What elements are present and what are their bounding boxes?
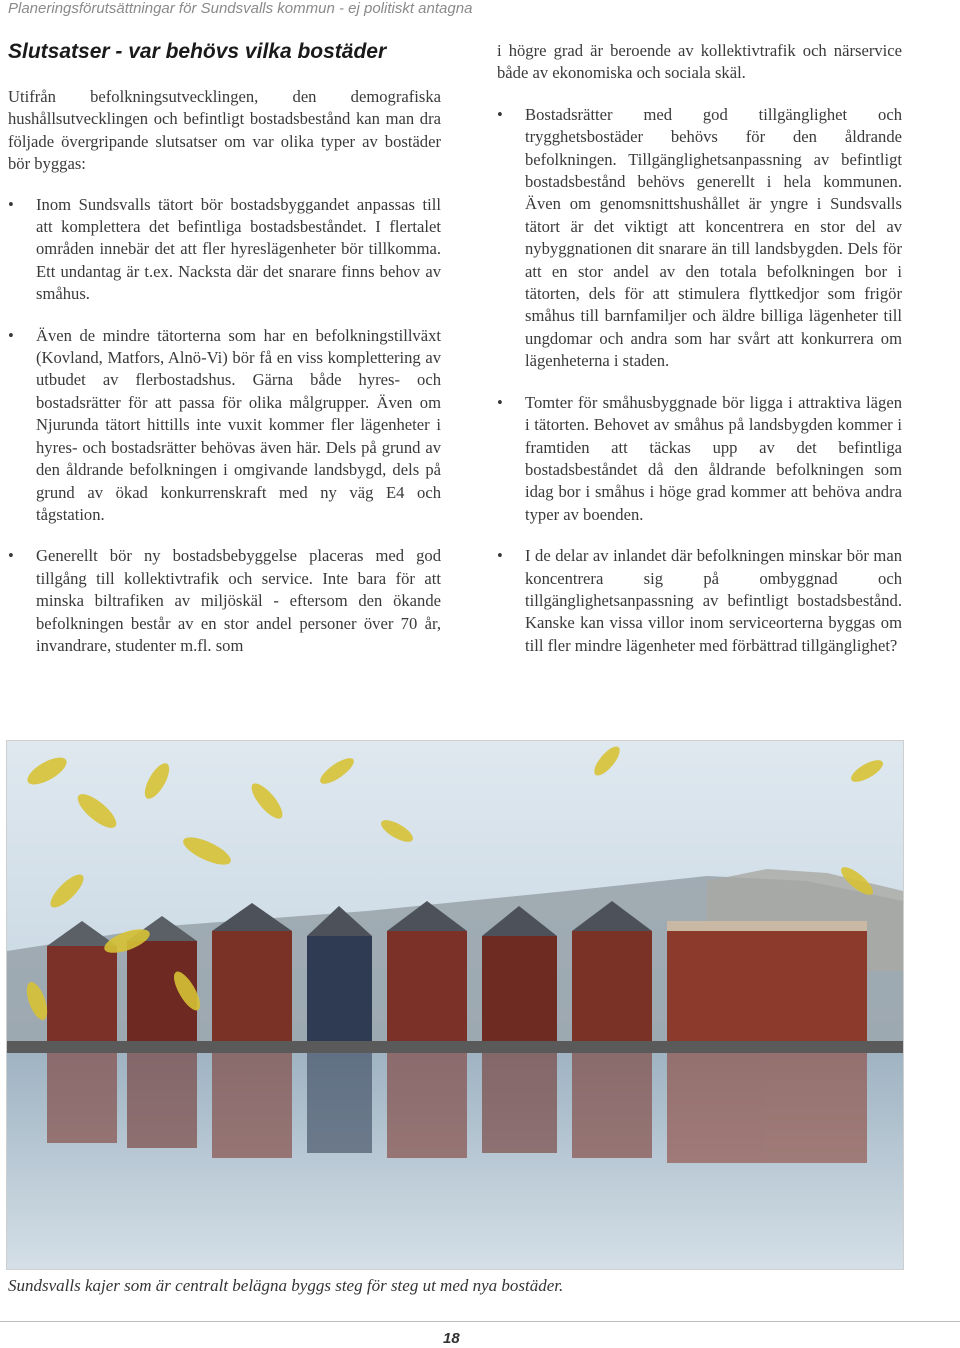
list-item: [8, 545, 441, 657]
right-column: [497, 40, 902, 676]
right-bullet-list: [497, 104, 902, 657]
list-item-text: Bostadsrätter med god tillgänglighet och trygghetsbostäder behövs för den åldrande befolkningen. Tillgänglighetsanpassning av befintligt bostadsbestånd behövs generellt i hela kommunen. Även om genomsnittshushållet är yngre i Sundsvalls tätort är det viktigt att koncentrera en stor del av nybyggnationen dit snarare än till landsbygden. Dels för att en stor andel av den totala befolkningen bor i tätorten, dels för att stimulera flyttkedjor som frigör småhus till barnfamiljer och äldre billiga lägenheter till ungdomar och andra som har svårt att konkurrera om lägenheterna i staden.: [525, 104, 902, 371]
list-item: [8, 325, 441, 527]
list-item-text: I de delar av inlandet där befolkningen minskar bör man koncentrera sig på ombyggnad och tillgänglighetsanpassning av befintligt bostadsbestånd. Kanske kan vissa villor inom serviceorterna byggas om till fler mindre lägenheter med förbättrad tillgänglighet?: [525, 546, 902, 655]
list-item-text: Även de mindre tätorterna som har en befolkningstillväxt (Kovland, Matfors, Alnö-Vi) bör få en viss komplettering av utbudet av flerbostadshus. Gärna både hyres- och bostadsrätter för att passa för olika målgrupper. Även om Njurunda tätort hittills inte vuxit kommer fler lägenheter i hyres- och bostadsrätter behövas även här. Dels på grund av den åldrande befolkningen i omgivande landsbygd, dels på grund av ökad konkurrenskraft med ny väg E4 och tågstation.: [36, 325, 441, 524]
left-column: [8, 86, 441, 676]
intro-paragraph: Utifrån befolkningsutvecklingen, den demografiska hushållsutvecklingen och befintligt bostadsbestånd kan man dra följade övergripande slutsatser om var olika typer av bostäder bör byggas:: [8, 87, 441, 174]
list-item-text: Generellt bör ny bostadsbebyggelse placeras med god tillgång till kollektivtrafik och service. Inte bara för att minska biltrafiken av miljöskäl - eftersom den ökande befolkningen består av en stor andel personer över 70 år, invandrare, studenter m.fl. som: [36, 546, 441, 655]
bullet-icon: •: [8, 194, 14, 214]
bullet-icon: •: [8, 325, 14, 345]
bullet-icon: •: [497, 392, 503, 412]
page-number: 18: [443, 1330, 460, 1347]
list-item-text: Inom Sundsvalls tätort bör bostadsbyggandet anpassas till att komplettera det befintliga bostadsbeståndet. I flertalet områden innebär det att fler hyreslägenheter bör tillkomma. Ett undantag är t.ex. Nacksta där det snarare finns behov av småhus.: [36, 194, 441, 304]
bullet-icon: •: [497, 104, 503, 124]
bullet-icon: •: [8, 546, 14, 566]
left-bullet-list: [8, 194, 441, 658]
water-reflection: [47, 1053, 867, 1163]
list-item: [497, 545, 902, 657]
continued-paragraph: i högre grad är beroende av kollektivtrafik och närservice både av ekonomiska och sociala skäl.: [497, 41, 902, 83]
list-item: [497, 392, 902, 526]
section-title: Slutsatser - var behövs vilka bostäder: [8, 40, 387, 63]
harbor-photo: [6, 740, 904, 1270]
bullet-icon: •: [497, 546, 503, 566]
footer-rule: [0, 1321, 960, 1322]
list-item: [497, 104, 902, 373]
list-item-text: Tomter för småhusbyggnade bör ligga i attraktiva lägen i tätorten. Behovet av småhus på landsbygden kommer i framtiden att täckas upp av det befintliga bostadsbeståndet då den åldrande befolkningen som idag bor i småhus i höge grad kommer att behöva andra typer av boenden.: [525, 392, 902, 524]
running-header: Planeringsförutsättningar för Sundsvalls kommun - ej politiskt antagna: [8, 0, 473, 17]
photo-caption: Sundsvalls kajer som är centralt belägna byggs steg för steg ut med nya bostäder.: [8, 1276, 564, 1295]
harbor-photo-illustration: [7, 741, 903, 1269]
quay: [7, 1041, 903, 1053]
list-item: [8, 194, 441, 306]
